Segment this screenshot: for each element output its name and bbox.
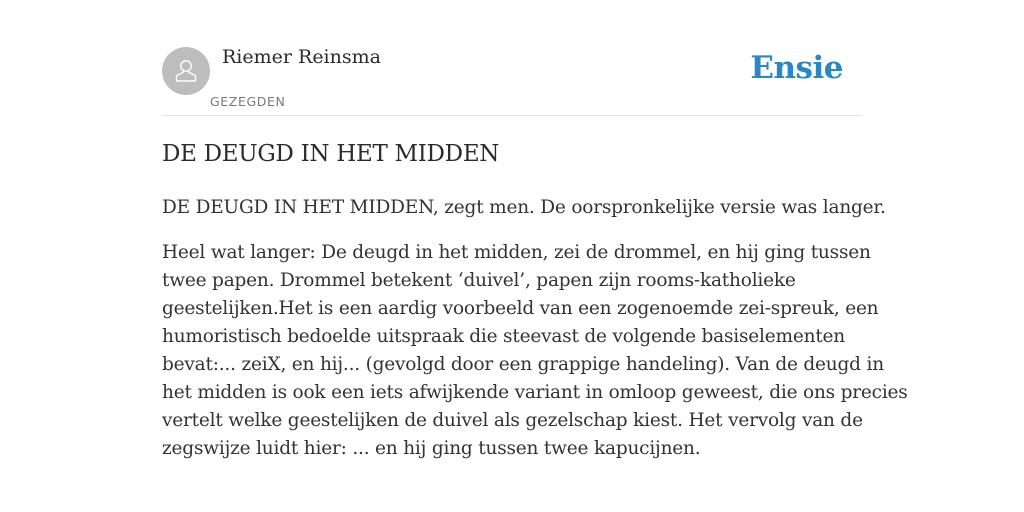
paragraph-line: het midden is ook een iets afwijkende variant in omloop geweest, die ons precies bbox=[162, 382, 908, 403]
article-title: DE DEUGD IN HET MIDDEN bbox=[162, 141, 500, 167]
article-paragraph-1: DE DEUGD IN HET MIDDEN, zegt men. De oorspronkelijke versie was langer. bbox=[162, 197, 886, 218]
article-header bbox=[162, 0, 862, 116]
avatar[interactable] bbox=[162, 47, 210, 95]
paragraph-line: vertelt welke geestelijken de duivel als gezelschap kiest. Het vervolg van de bbox=[162, 410, 863, 431]
paragraph-line: twee papen. Drommel betekent ‘duivel’, papen zijn rooms-katholieke bbox=[162, 270, 796, 291]
user-avatar-icon bbox=[171, 56, 201, 86]
paragraph-line: bevat:... zeiX, en hij... (gevolgd door een grappige handeling). Van de deugd in bbox=[162, 354, 884, 375]
paragraph-line: zegswijze luidt hier: ... en hij ging tussen twee kapucijnen. bbox=[162, 438, 701, 459]
paragraph-line: geestelijken.Het is een aardig voorbeeld van een zogenoemde zei-spreuk, een bbox=[162, 298, 879, 319]
brand-logo[interactable]: Ensie bbox=[750, 50, 843, 86]
paragraph-line: Heel wat langer: De deugd in het midden, zei de drommel, en hij ging tussen bbox=[162, 242, 871, 263]
category-label[interactable]: GEZEGDEN bbox=[210, 94, 286, 109]
author-name[interactable]: Riemer Reinsma bbox=[222, 46, 381, 68]
paragraph-line: humoristisch bedoelde uitspraak die steevast de volgende basiselementen bbox=[162, 326, 846, 347]
article-page bbox=[162, 0, 908, 512]
article-paragraph-2 bbox=[162, 239, 908, 463]
